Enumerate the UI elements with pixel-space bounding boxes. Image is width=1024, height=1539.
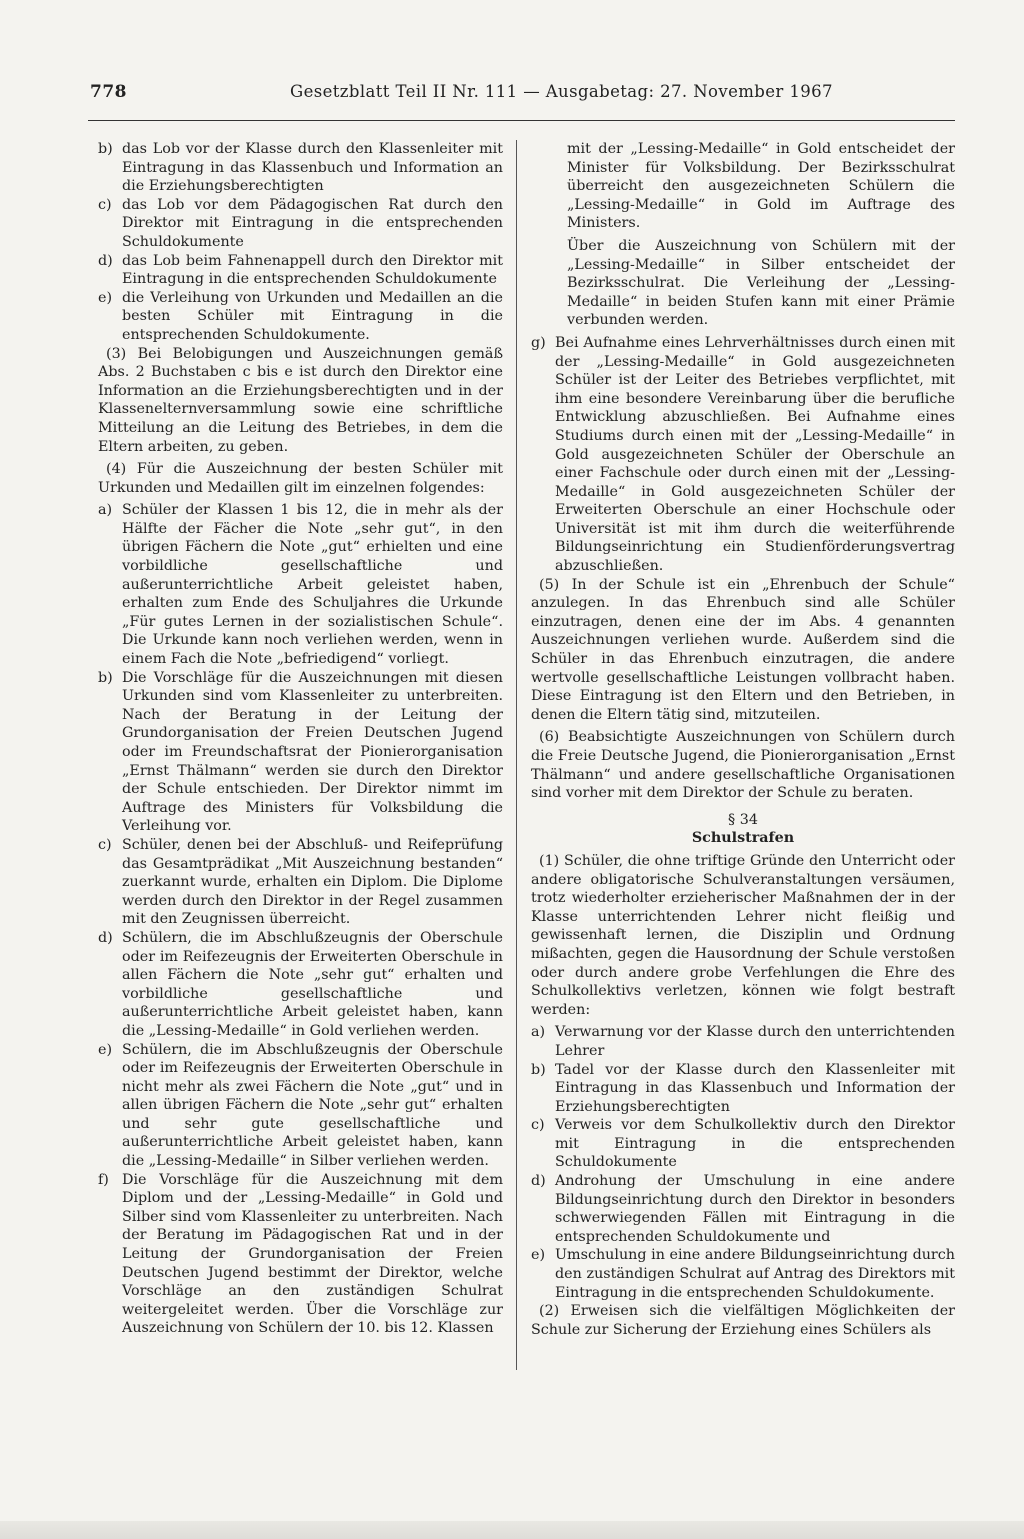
section-number: § 34 (728, 811, 758, 828)
list-item (98, 140, 503, 196)
list-item (531, 1061, 955, 1117)
list-item (98, 196, 503, 252)
paragraph-6: (6) Beabsichtigte Auszeichnungen von Schülern durch die Freie Deutsche Jugend, die Pionierorganisation „Ernst Thälmann“ und andere gesellschaftliche Organisationen sind vorher mit dem Direktor der Schule zu beraten. (531, 729, 955, 802)
item-f-continuation: mit der „Lessing-Medaille“ in Gold entscheidet der Minister für Volksbildung. Der Bezirksschulrat überreicht den ausgezeichneten Schülern die „Lessing-Medaille“ in Gold im Auftrage des Ministers. (567, 141, 955, 232)
scan-edge (0, 1521, 1024, 1539)
item-text: die Verleihung von Urkunden und Medaillen an die besten Schüler mit Eintragung in die entsprechenden Schuldokumente. (122, 289, 503, 343)
list-item (531, 334, 955, 576)
item-label: e) (531, 1247, 546, 1264)
item-label: a) (531, 1024, 546, 1041)
item-text: Verweis vor dem Schulkollektiv durch den Direktor mit Eintragung in die entsprechenden Schuldokumente (555, 1117, 955, 1171)
header-rule (88, 120, 955, 121)
list-item (98, 1171, 503, 1338)
item-text: Umschulung in eine andere Bildungseinrichtung durch den zuständigen Schulrat auf Antrag des Direktors mit Eintragung in die entsprechenden Schuldokumente. (555, 1247, 955, 1301)
left-column (98, 140, 503, 1338)
item-label: d) (98, 929, 113, 946)
item-text: das Lob vor dem Pädagogischen Rat durch den Direktor mit Eintragung in die entsprechenden Schuldokumente (122, 196, 503, 250)
item-label: e) (98, 1041, 113, 1058)
item-text: Androhung der Umschulung in eine andere Bildungseinrichtung durch den Direktor in besonders schwerwiegenden Fällen mit Eintragung in die entsprechenden Schuldokumente und (555, 1173, 955, 1245)
list-item (98, 252, 503, 289)
section-title: Schulstrafen (691, 830, 795, 847)
item-text: Schülern, die im Abschlußzeugnis der Oberschule oder im Reifezeugnis der Erweiterten Oberschule in allen Fächern die Note „sehr gut“ erhalten und vorbildliche gesellschaftliche und außerunterrichtliche Arbeit geleistet haben, kann die „Lessing-Medaille“ in Gold verliehen werden. (122, 929, 503, 1039)
paragraph-3: (3) Bei Belobigungen und Auszeichnungen gemäß Abs. 2 Buchstaben c bis e ist durch den Direktor eine Information an die Erziehungsberechtigten und in der Klassenelternversammlung sowie eine schriftliche Mitteilung an die Leitung des Betriebes, in dem die Eltern arbeiten, zu geben. (98, 345, 503, 455)
list-item (98, 929, 503, 1041)
item-label: c) (98, 196, 112, 213)
list-item (531, 1023, 955, 1060)
list-item (531, 1172, 955, 1246)
item-label: d) (531, 1173, 546, 1190)
page-header (0, 82, 1024, 114)
list-item (531, 1246, 955, 1302)
list-item (98, 289, 503, 345)
right-column (531, 140, 955, 1343)
item-text: das Lob beim Fahnenappell durch den Direktor mit Eintragung in die entsprechenden Schuldokumente (122, 252, 503, 288)
item-label: e) (98, 289, 113, 306)
item-label: b) (531, 1061, 546, 1078)
section-34-paragraph-1: (1) Schüler, die ohne triftige Gründe den Unterricht oder andere obligatorische Schulveranstaltungen versäumen, trotz wiederholter erzieherischer Maßnahmen der in der Klasse unterrichtenden Lehrer nicht fleißig und gewissenhaft lernen, die Disziplin und Ordnung mißachten, gegen die Hausordnung der Schule verstoßen oder durch andere grobe Verfehlungen die Ehre des Schulkollektivs verletzen, können wie folgt bestraft werden: (531, 852, 955, 1018)
item-text: Tadel vor der Klasse durch den Klassenleiter mit Eintragung in das Klassenbuch und Information der Erziehungsberechtigten (555, 1061, 955, 1115)
section-34-paragraph-2: (2) Erweisen sich die vielfältigen Möglichkeiten der Schule zur Sicherung der Erziehung eines Schülers als (531, 1303, 955, 1338)
item-text: Schüler, denen bei der Abschluß- und Reifeprüfung das Gesamtprädikat „Mit Auszeichnung bestanden“ zuerkannt wurde, erhalten ein Diplom. Die Diplome werden durch den Direktor in der Regel zusammen mit den Zeugnissen überreicht. (122, 836, 503, 928)
item-text: Die Vorschläge für die Auszeichnungen mit diesen Urkunden sind vom Klassenleiter zu unterbreiten. Nach der Beratung in der Leitung der Grundorganisation der Freien Deutschen Jugend oder im Freundschaftsrat der Pionierorganisation „Ernst Thälmann“ werden sie durch den Direktor der Schule entschieden. Der Direktor nimmt im Auftrage des Ministers für Volksbildung die Verleihung vor. (122, 669, 503, 835)
list-item (98, 1041, 503, 1171)
item-label: d) (98, 252, 113, 269)
item-label: g) (531, 334, 546, 351)
item-f-continuation: Über die Auszeichnung von Schülern mit der „Lessing-Medaille“ in Silber entscheidet der Bezirksschulrat. Die Verleihung der „Lessing-Medaille“ in beiden Stufen kann mit einer Prämie verbunden werden. (567, 237, 955, 329)
item-label: b) (98, 669, 113, 686)
item-text: Verwarnung vor der Klasse durch den unterrichtenden Lehrer (555, 1024, 955, 1059)
item-label: c) (98, 836, 112, 853)
paragraph-5: (5) In der Schule ist ein „Ehrenbuch der Schule“ anzulegen. In das Ehrenbuch sind alle Schüler einzutragen, denen eine der im Abs. 4 genannten Auszeichnungen verliehen wurde. Außerdem sind die Schüler in das Ehrenbuch einzutragen, die andere wertvolle gesellschaftliche Leistungen vollbracht haben. Diese Eintragung ist den Eltern und den Betrieben, in denen die Eltern tätig sind, mitzuteilen. (531, 576, 955, 723)
item-text: das Lob vor der Klasse durch den Klassenleiter mit Eintragung in das Klassenbuch und Information an die Erziehungsberechtigten (122, 141, 503, 195)
paragraph-4: (4) Für die Auszeichnung der besten Schüler mit Urkunden und Medaillen gilt im einzelnen folgendes: (98, 461, 503, 496)
column-divider (516, 140, 517, 1370)
running-title: Gesetzblatt Teil II Nr. 111 — Ausgabetag: 27. November 1967 (290, 82, 833, 101)
item-label: b) (98, 141, 113, 157)
item-label: c) (531, 1117, 545, 1134)
list-item (531, 1116, 955, 1172)
item-text: Bei Aufnahme eines Lehrverhältnisses durch einen mit der „Lessing-Medaille“ in Gold ausgezeichneten Schüler ist der Leiter des Betriebes verpflichtet, mit ihm eine besondere Vereinbarung über die berufliche Entwicklung abzuschließen. Bei Aufnahme eines Studiums durch einen mit der „Lessing-Medaille“ in Gold ausgezeichneten Schüler der Oberschule an einer Fachschule oder durch einen mit der „Lessing-Medaille“ in Gold ausgezeichneten Schüler der Erweiterten Oberschule an einer Hochschule oder Universität ist mit ihm durch die weiterführende Bildungseinrichtung ein Studienförderungsvertrag abzuschließen. (555, 334, 955, 575)
item-label: a) (98, 502, 113, 519)
item-text: Schüler der Klassen 1 bis 12, die in mehr als der Hälfte der Fächer die Note „sehr gut“, in den übrigen Fächern die Note „gut“ erhielten und eine vorbildliche gesellschaftliche und außerunterrichtliche Arbeit geleistet haben, erhalten zum Ende des Schuljahres die Urkunde „Für gutes Lernen in der sozialistischen Schule“. Die Urkunde kann noch verliehen werden, wenn in einem Fach die Note „befriedigend“ vorliegt. (122, 502, 503, 668)
item-text: Schülern, die im Abschlußzeugnis der Oberschule oder im Reifezeugnis der Erweiterten Oberschule in nicht mehr als zwei Fächern die Note „gut“ und in allen übrigen Fächern die Note „sehr gut“ erhalten und sehr gute gesellschaftliche und außerunterrichtliche Arbeit geleistet haben, kann die „Lessing-Medaille“ in Silber verliehen werden. (122, 1041, 503, 1170)
page-number: 778 (90, 82, 127, 102)
list-item (98, 669, 503, 836)
list-item (98, 836, 503, 929)
item-label: f) (98, 1171, 109, 1188)
item-text: Die Vorschläge für die Auszeichnung mit dem Diplom und der „Lessing-Medaille“ in Gold und Silber sind vom Klassenleiter zu unterbreiten. Nach der Beratung im Pädagogischen Rat und in der Leitung der Grundorganisation der Freien Deutschen Jugend bestimmt der Direktor, welche Vorschläge an den zuständigen Schulrat weitergeleitet werden. Über die Vorschläge zur Auszeichnung von Schülern der 10. bis 12. Klassen (122, 1171, 503, 1337)
list-item (98, 501, 503, 668)
